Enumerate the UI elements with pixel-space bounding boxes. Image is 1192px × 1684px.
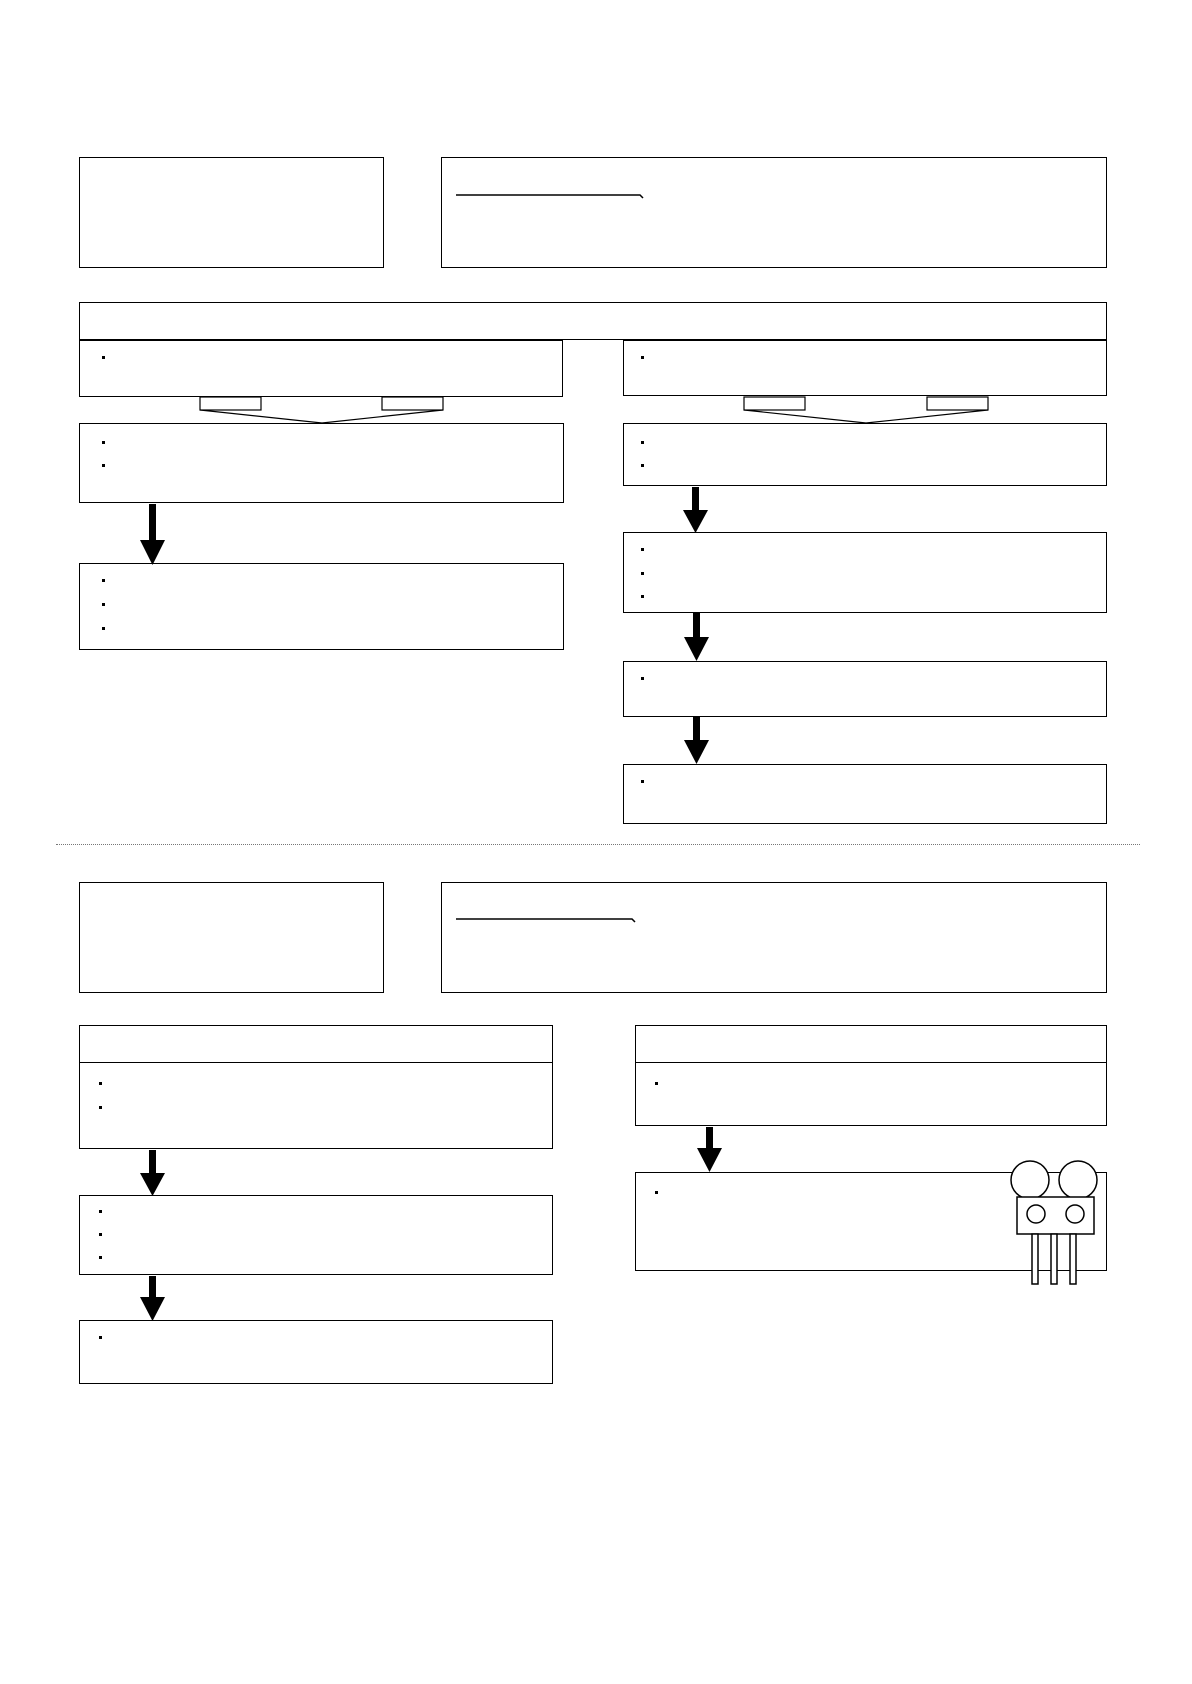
merge-connector-icon: [200, 397, 443, 423]
down-arrow-icon: [140, 1276, 165, 1321]
lower-header-underline: [456, 919, 635, 922]
down-arrow-icon: [684, 717, 709, 764]
down-arrow-icon: [684, 613, 709, 661]
down-arrow-icon: [140, 1150, 165, 1196]
merge-connector-icon: [744, 397, 988, 423]
down-arrow-icon: [697, 1127, 722, 1172]
upper-header-underline: [456, 195, 643, 198]
manifold-gauge-icon: [1011, 1161, 1097, 1284]
down-arrow-icon: [683, 487, 708, 533]
down-arrow-icon: [140, 504, 165, 565]
